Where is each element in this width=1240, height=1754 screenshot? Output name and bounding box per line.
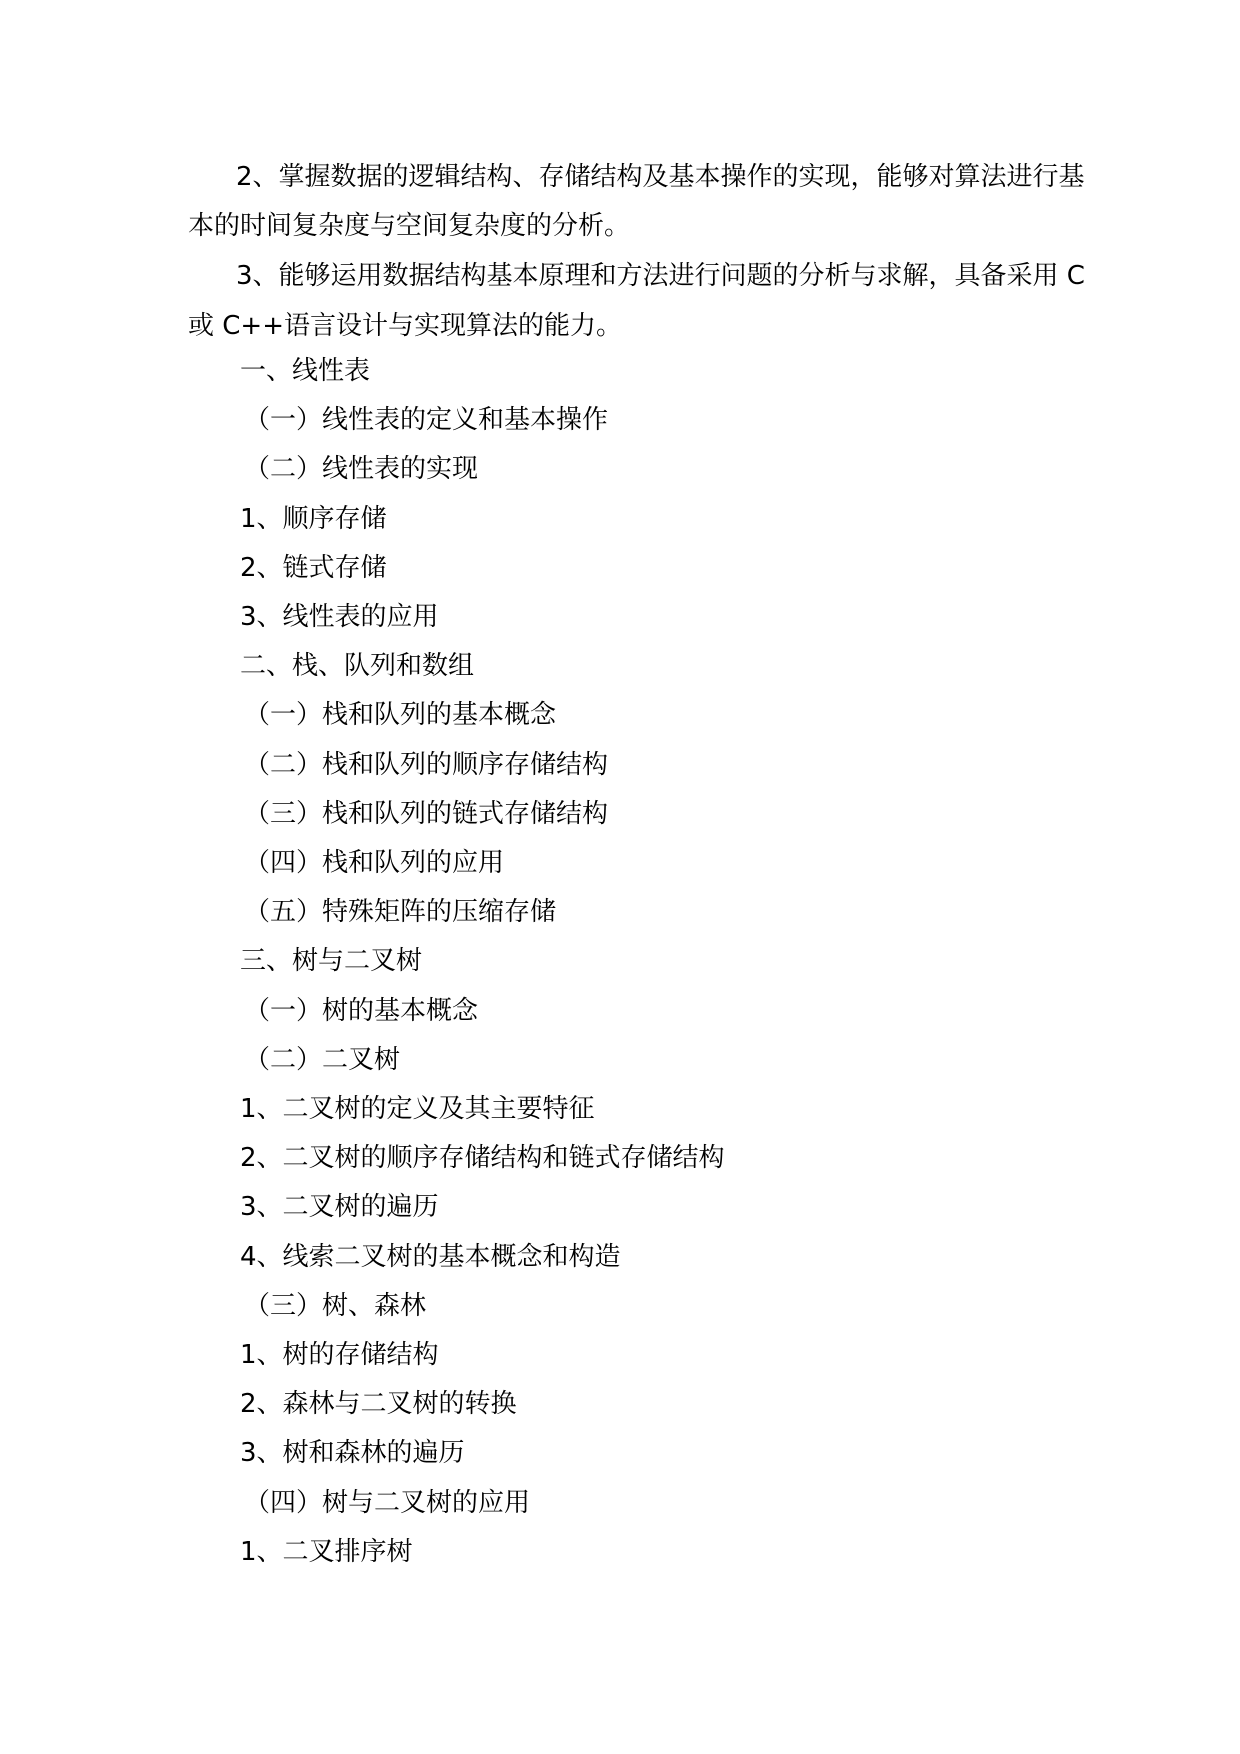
outline-item: 2、链式存储: [240, 552, 387, 583]
outline-item: （三）树、森林: [244, 1290, 427, 1321]
outline-item: 1、二叉树的定义及其主要特征: [240, 1094, 595, 1124]
outline-item: （二）线性表的实现: [244, 454, 479, 485]
outline-item: （三）栈和队列的链式存储结构: [244, 798, 609, 829]
outline-item: 3、二叉树的遍历: [240, 1192, 439, 1223]
outline-item: 二、栈、队列和数组: [240, 651, 475, 682]
outline-item: （一）树的基本概念: [244, 995, 479, 1026]
outline-item: （四）栈和队列的应用: [244, 848, 505, 878]
outline-item: 1、树的存储结构: [240, 1340, 439, 1370]
objective-3-line-1: 3、能够运用数据结构基本原理和方法进行问题的分析与求解，具备采用 C: [236, 261, 1085, 291]
outline-item: 1、二叉排序树: [240, 1536, 413, 1567]
outline-item: 4、线索二叉树的基本概念和构造: [240, 1241, 621, 1272]
outline-item: （四）树与二叉树的应用: [244, 1487, 531, 1518]
outline-item: 1、顺序存储: [240, 503, 387, 534]
outline-item: （五）特殊矩阵的压缩存储: [244, 897, 557, 928]
outline-item: 一、线性表: [240, 356, 371, 386]
outline-item: 2、二叉树的顺序存储结构和链式存储结构: [240, 1143, 725, 1174]
outline-item: （一）栈和队列的基本概念: [244, 700, 557, 731]
outline-item: （一）线性表的定义和基本操作: [244, 405, 609, 436]
objective-2-line-2: 本的时间复杂度与空间复杂度的分析。: [188, 211, 631, 241]
outline-item: 3、树和森林的遍历: [240, 1438, 465, 1469]
outline-item: （二）二叉树: [244, 1044, 401, 1075]
outline-item: （二）栈和队列的顺序存储结构: [244, 749, 609, 780]
objective-2-line-1: 2、掌握数据的逻辑结构、存储结构及基本操作的实现，能够对算法进行基: [236, 162, 1085, 192]
outline-item: 2、森林与二叉树的转换: [240, 1389, 517, 1420]
outline-item: 三、树与二叉树: [240, 946, 423, 977]
outline-item: 3、线性表的应用: [240, 602, 439, 632]
objective-3-line-2: 或 C++语言设计与实现算法的能力。: [188, 311, 622, 341]
